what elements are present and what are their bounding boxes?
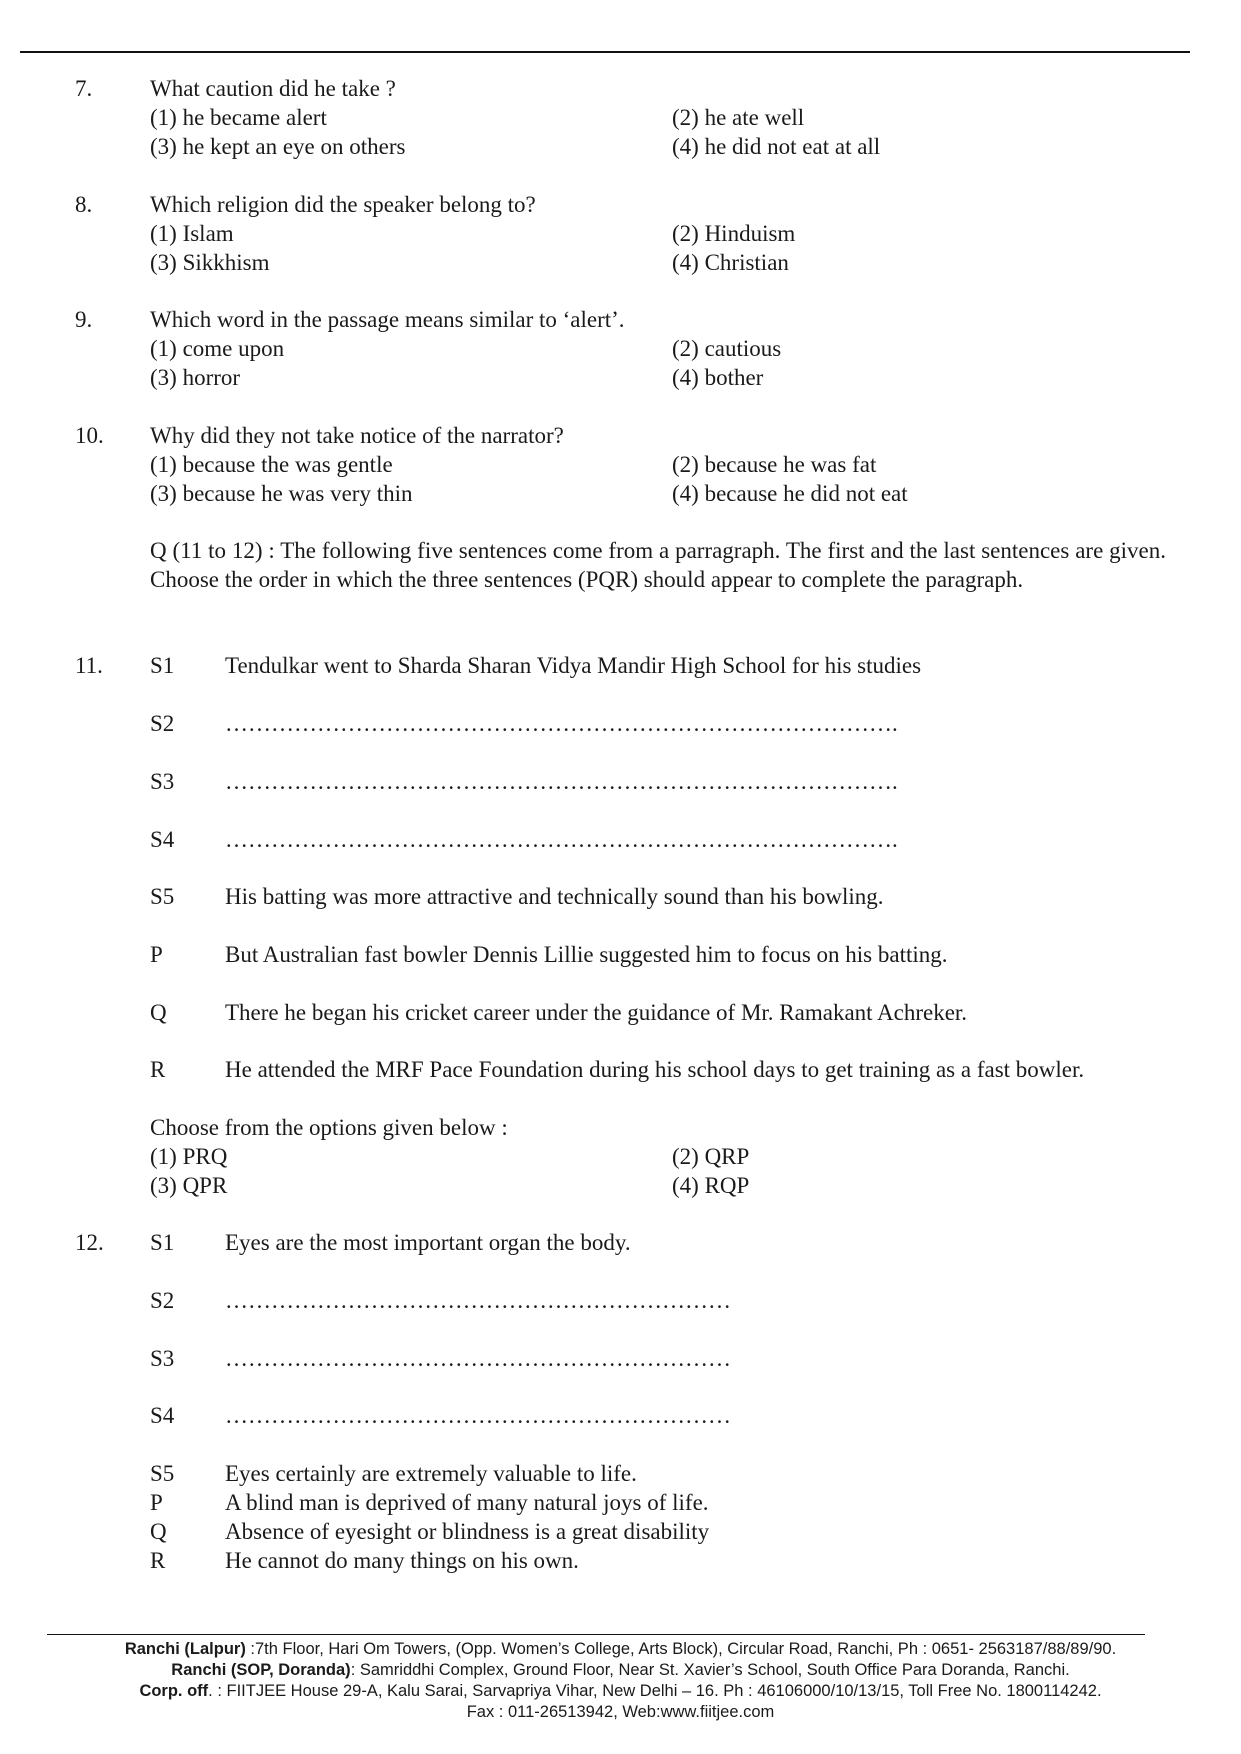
option-2: (2) cautious bbox=[672, 336, 782, 361]
option-1: (1) Islam bbox=[150, 221, 234, 246]
sentence-blank: ……………………………………………………………………………. bbox=[225, 827, 898, 852]
option-2: (2) because he was fat bbox=[672, 452, 877, 477]
question-text: What caution did he take ? bbox=[150, 76, 396, 101]
sentence-label: S4 bbox=[150, 827, 175, 852]
option-4: (4) bother bbox=[672, 365, 764, 390]
question-12-number: 12. bbox=[75, 1230, 104, 1255]
sentence-blank: ……………………………………………………………………………. bbox=[225, 769, 898, 794]
sentence-label: P bbox=[150, 1490, 163, 1515]
sentence-label: S5 bbox=[150, 884, 175, 909]
question-number: 8. bbox=[75, 192, 93, 217]
option-3: (3) horror bbox=[150, 365, 241, 390]
sentence-text: A blind man is deprived of many natural joys of life. bbox=[225, 1490, 709, 1515]
footer-location: Ranchi (Lalpur) bbox=[124, 1640, 246, 1658]
question-number: 9. bbox=[75, 307, 93, 332]
option-1: (1) PRQ bbox=[150, 1144, 228, 1169]
sentence-label: S2 bbox=[150, 1288, 175, 1313]
question-11-number: 11. bbox=[75, 653, 103, 678]
sentence-blank: ………………………………………………………… bbox=[225, 1403, 731, 1428]
footer-rule bbox=[47, 1634, 1145, 1635]
sentence-text: He attended the MRF Pace Foundation during his school days to get training as a fast bowler. bbox=[225, 1057, 1085, 1082]
footer-line-corp-office bbox=[0, 1681, 1241, 1701]
footer-address: :7th Floor, Hari Om Towers, (Opp. Women’s College, Arts Block), Circular Road, Ranchi, Ph : 0651- 2563187/88/89/90. bbox=[245, 1640, 1117, 1658]
sentence-text: Eyes certainly are extremely valuable to life. bbox=[225, 1461, 637, 1486]
sentence-label: S2 bbox=[150, 711, 175, 736]
question-number: 7. bbox=[75, 76, 93, 101]
sentence-label: S1 bbox=[150, 1230, 175, 1255]
option-3: (3) QPR bbox=[150, 1173, 228, 1198]
sentence-label: S3 bbox=[150, 769, 175, 794]
sentence-label: Q bbox=[150, 1000, 167, 1025]
option-4: (4) he did not eat at all bbox=[672, 134, 881, 159]
sentence-text: But Australian fast bowler Dennis Lillie suggested him to focus on his batting. bbox=[225, 942, 948, 967]
question-text: Which word in the passage means similar to ‘alert’. bbox=[150, 307, 625, 332]
option-1: (1) come upon bbox=[150, 336, 285, 361]
option-4: (4) Christian bbox=[672, 250, 789, 275]
sentence-text: There he began his cricket career under the guidance of Mr. Ramakant Achreker. bbox=[225, 1000, 968, 1025]
sentence-label: S4 bbox=[150, 1403, 175, 1428]
footer-address: : Samriddhi Complex, Ground Floor, Near St. Xavier’s School, South Office Para Doranda, Ranchi. bbox=[350, 1661, 1070, 1679]
sentence-blank: ………………………………………………………… bbox=[225, 1346, 731, 1371]
sentence-label: Q bbox=[150, 1519, 167, 1544]
sentence-text: Absence of eyesight or blindness is a great disability bbox=[225, 1519, 710, 1544]
option-2: (2) QRP bbox=[672, 1144, 750, 1169]
option-3: (3) because he was very thin bbox=[150, 481, 413, 506]
footer-address: . : FIITJEE House 29-A, Kalu Sarai, Sarvapriya Vihar, New Delhi – 16. Ph : 46106000/10/13/15, Toll Free No. 1800114242. bbox=[208, 1682, 1102, 1700]
sentence-label: S3 bbox=[150, 1346, 175, 1371]
sentence-label: R bbox=[150, 1548, 166, 1573]
option-1: (1) he became alert bbox=[150, 105, 327, 130]
question-number: 10. bbox=[75, 423, 104, 448]
sentence-text: Tendulkar went to Sharda Sharan Vidya Mandir High School for his studies bbox=[225, 653, 922, 678]
option-1: (1) because the was gentle bbox=[150, 452, 393, 477]
footer-line-ranchi-lalpur bbox=[0, 1639, 1241, 1659]
sentence-label: S5 bbox=[150, 1461, 175, 1486]
sentence-label: P bbox=[150, 942, 163, 967]
instruction-paragraph: Q (11 to 12) : The following five sentences come from a parragraph. The first and the last sentences are given. Choose the order in which the three sentences (PQR) should appear to complete the paragraph. bbox=[150, 538, 1166, 592]
option-3: (3) he kept an eye on others bbox=[150, 134, 406, 159]
option-2: (2) he ate well bbox=[672, 105, 805, 130]
sentence-text: Eyes are the most important organ the body. bbox=[225, 1230, 631, 1255]
question-text: Which religion did the speaker belong to? bbox=[150, 192, 536, 217]
footer-line-ranchi-doranda bbox=[0, 1660, 1241, 1680]
option-2: (2) Hinduism bbox=[672, 221, 796, 246]
footer-location: Corp. off bbox=[139, 1682, 209, 1700]
sentence-label: R bbox=[150, 1057, 166, 1082]
footer-line-fax-web: Fax : 011-26513942, Web:www.fiitjee.com bbox=[466, 1703, 775, 1721]
footer-location: Ranchi (SOP, Doranda) bbox=[171, 1661, 351, 1679]
sentence-blank: ……………………………………………………………………………. bbox=[225, 711, 898, 736]
option-3: (3) Sikkhism bbox=[150, 250, 270, 275]
sentence-label: S1 bbox=[150, 653, 175, 678]
top-rule bbox=[20, 51, 1190, 53]
option-4: (4) because he did not eat bbox=[672, 481, 908, 506]
question-text: Why did they not take notice of the narrator? bbox=[150, 423, 564, 448]
choose-instruction: Choose from the options given below : bbox=[150, 1115, 508, 1140]
sentence-blank: ………………………………………………………… bbox=[225, 1288, 731, 1313]
sentence-text: He cannot do many things on his own. bbox=[225, 1548, 579, 1573]
option-4: (4) RQP bbox=[672, 1173, 750, 1198]
sentence-text: His batting was more attractive and technically sound than his bowling. bbox=[225, 884, 884, 909]
